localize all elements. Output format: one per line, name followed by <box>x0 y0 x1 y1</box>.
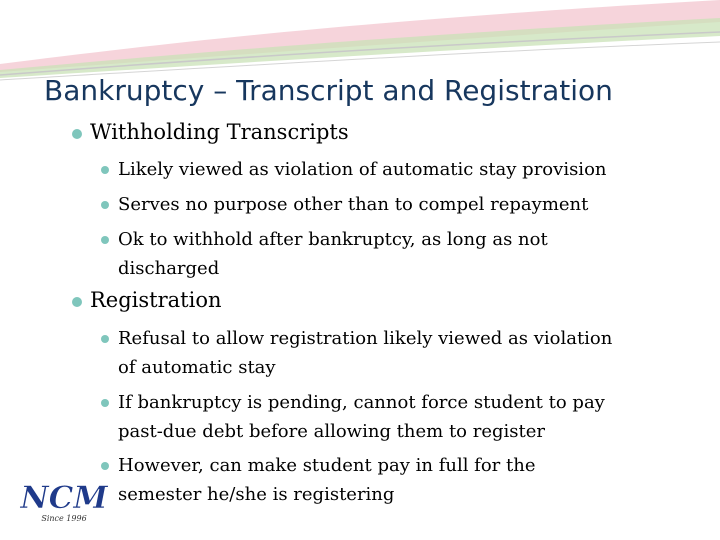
section-heading-registration: Registration <box>90 288 222 312</box>
bullet-icon <box>101 462 109 470</box>
bullet-item <box>118 388 708 446</box>
bullet-item <box>118 324 708 382</box>
bullet-item-line: Refusal to allow registration likely viewed as violation <box>118 328 613 349</box>
bullet-item-line: However, can make student pay in full for the <box>118 455 536 476</box>
section-heading-withholding-transcripts: Withholding Transcripts <box>90 120 349 144</box>
slide-title: Bankruptcy – Transcript and Registration <box>44 74 613 107</box>
bullet-item-line: Serves no purpose other than to compel repayment <box>118 194 589 215</box>
bullet-item <box>118 451 708 509</box>
bullet-icon <box>72 129 82 139</box>
bullet-icon <box>101 335 109 343</box>
bullet-icon <box>101 236 109 244</box>
bullet-item-line: Ok to withhold after bankruptcy, as long as not <box>118 229 548 250</box>
bullet-item-line: semester he/she is registering <box>118 484 395 505</box>
bullet-item <box>118 225 708 283</box>
logo-tagline: Since 1996 <box>41 514 87 523</box>
bullet-item-line: Likely viewed as violation of automatic stay provision <box>118 159 607 180</box>
bullet-icon <box>101 201 109 209</box>
bullet-item <box>118 190 708 219</box>
bullet-icon <box>72 297 82 307</box>
bullet-item-line: If bankruptcy is pending, cannot force student to pay <box>118 392 605 413</box>
logo-wordmark: NCM <box>20 480 108 516</box>
bullet-icon <box>101 399 109 407</box>
bullet-icon <box>101 166 109 174</box>
bullet-item-line: of automatic stay <box>118 357 276 378</box>
bullet-item <box>118 155 708 184</box>
ncm-logo <box>18 478 110 524</box>
bullet-item-line: discharged <box>118 258 220 279</box>
bullet-item-line: past-due debt before allowing them to register <box>118 421 546 442</box>
